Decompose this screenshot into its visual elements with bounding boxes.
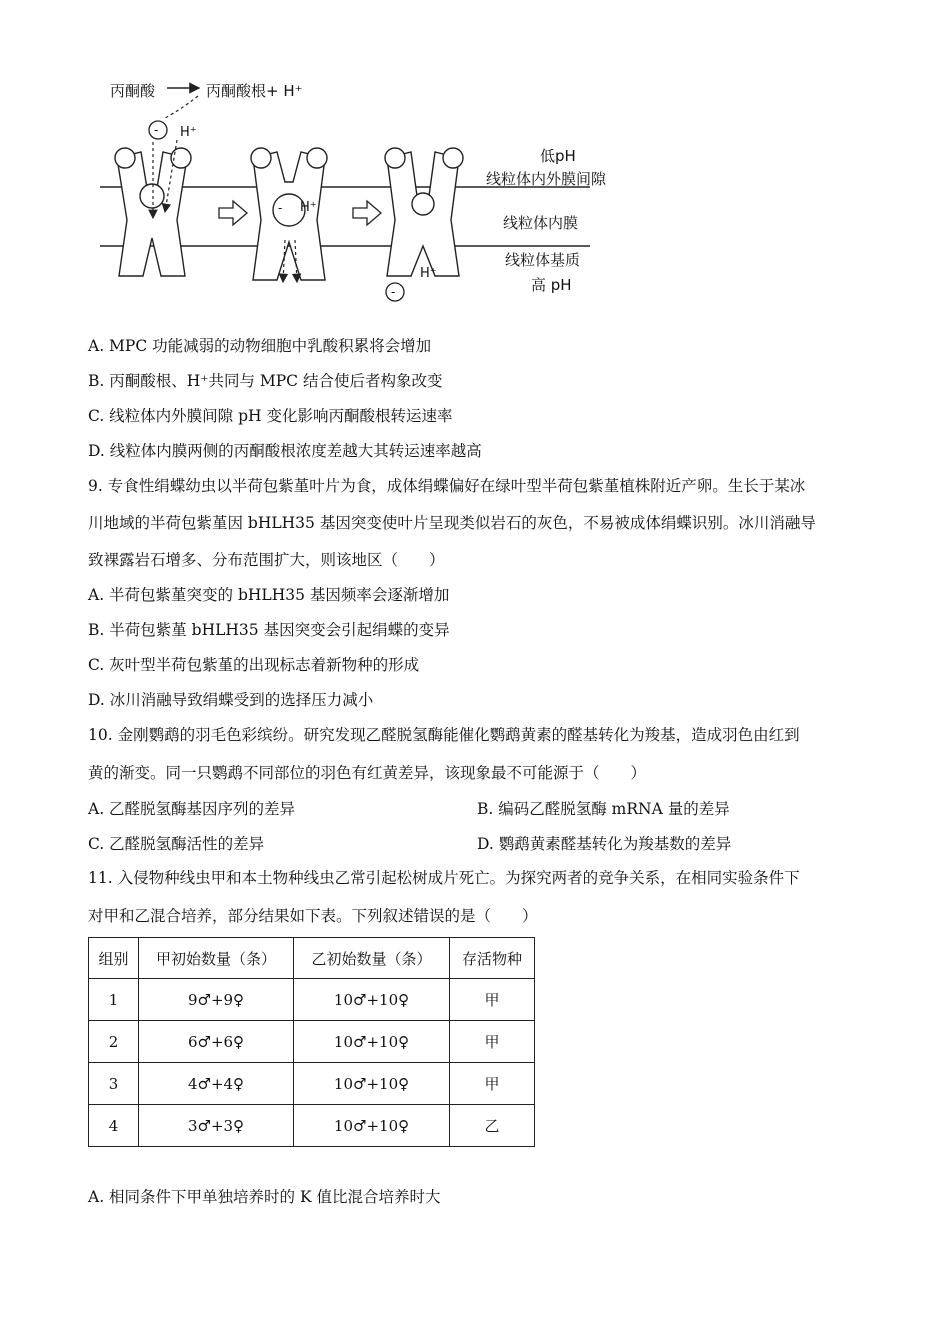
high-ph-label: 高 pH — [531, 276, 572, 294]
q10-option-a: A. 乙醛脱氢酶基因序列的差异 — [88, 800, 296, 818]
q9-stem-line-3: 致裸露岩石增多、分布范围扩大，则该地区（ ） — [88, 551, 445, 569]
cell-survivor: 甲 — [450, 1063, 535, 1105]
q8-option-a: A. MPC 功能减弱的动物细胞中乳酸积累将会增加 — [88, 337, 432, 355]
cell-group: 2 — [89, 1021, 139, 1063]
carrier-protein-open-inside — [385, 148, 463, 276]
header-yi-initial: 乙初始数量（条） — [294, 938, 450, 979]
q9-option-a: A. 半荷包紫堇突变的 bHLH35 基因频率会逐渐增加 — [88, 586, 450, 604]
cell-jia: 3♂+3♀ — [139, 1105, 294, 1147]
q10-stem-line-2: 黄的渐变。同一只鹦鹉不同部位的羽色有红黄差异，该现象最不可能源于（ ） — [88, 764, 647, 782]
cell-group: 3 — [89, 1063, 139, 1105]
q9-stem-line-1: 9. 专食性绢蝶幼虫以半荷包紫堇叶片为食，成体绢蝶偏好在绿叶型半荷包紫堇植株附近产卵。生长于某冰 — [88, 477, 806, 495]
q10-stem-line-1: 10. 金刚鹦鹉的羽毛色彩缤纷。研究发现乙醛脱氢酶能催化鹦鹉黄素的醛基转化为羧基，造成羽色由红到 — [88, 726, 800, 744]
table-row — [89, 979, 535, 1021]
svg-text:-: - — [154, 123, 159, 137]
cell-yi: 10♂+10♀ — [294, 1021, 450, 1063]
header-surviving-species: 存活物种 — [450, 938, 535, 979]
cell-jia: 4♂+4♀ — [139, 1063, 294, 1105]
pyruvate-ion-label: 丙酮酸根+ H⁺ — [206, 82, 303, 100]
q8-option-c: C. 线粒体内外膜间隙 pH 变化影响丙酮酸根转运速率 — [88, 407, 453, 425]
h-ion-label-bound: H⁺ — [300, 200, 317, 215]
q10-option-d: D. 鹦鹉黄素醛基转化为羧基数的差异 — [477, 835, 732, 853]
header-group: 组别 — [89, 938, 139, 979]
cell-yi: 10♂+10♀ — [294, 1105, 450, 1147]
svg-text:-: - — [391, 285, 396, 299]
cell-yi: 10♂+10♀ — [294, 1063, 450, 1105]
cell-jia: 9♂+9♀ — [139, 979, 294, 1021]
q10-option-c: C. 乙醛脱氢酶活性的差异 — [88, 835, 265, 853]
table-row — [89, 1105, 535, 1147]
q11-stem-line-1: 11. 入侵物种线虫甲和本土物种线虫乙常引起松树成片死亡。为探究两者的竞争关系，在相同实验条件下 — [88, 869, 800, 887]
h-ion-label-top: H⁺ — [180, 125, 197, 140]
pyruvic-acid-label: 丙酮酸 — [110, 82, 156, 100]
cell-survivor: 乙 — [450, 1105, 535, 1147]
inner-membrane-label: 线粒体内膜 — [503, 214, 579, 232]
h-ion-label-released: H⁺ — [420, 266, 437, 281]
q11-option-a: A. 相同条件下甲单独培养时的 K 值比混合培养时大 — [88, 1188, 441, 1206]
cell-group: 1 — [89, 979, 139, 1021]
q9-stem-line-2: 川地域的半荷包紫堇因 bHLH35 基因突变使叶片呈现类似岩石的灰色，不易被成体绢蝶识别。冰川消融导 — [88, 514, 816, 532]
q10-option-b: B. 编码乙醛脱氢酶 mRNA 量的差异 — [477, 800, 730, 818]
q9-option-b: B. 半荷包紫堇 bHLH35 基因突变会引起绢蝶的变异 — [88, 621, 450, 639]
table-row — [89, 1063, 535, 1105]
cell-jia: 6♂+6♀ — [139, 1021, 294, 1063]
q9-option-d: D. 冰川消融导致绢蝶受到的选择压力减小 — [88, 691, 374, 709]
transition-arrow-1 — [219, 201, 247, 225]
low-ph-label: 低pH — [540, 147, 576, 165]
header-jia-initial: 甲初始数量（条） — [139, 938, 294, 979]
intermembrane-space-label: 线粒体内外膜间隙 — [486, 170, 607, 188]
bound-anion-label: - — [278, 201, 283, 215]
q9-option-c: C. 灰叶型半荷包紫堇的出现标志着新物种的形成 — [88, 656, 420, 674]
matrix-label: 线粒体基质 — [505, 251, 581, 269]
nematode-competition-table — [88, 937, 535, 1147]
dashed-arrow-approach — [165, 96, 198, 118]
cell-survivor: 甲 — [450, 1021, 535, 1063]
table-row — [89, 1021, 535, 1063]
q8-option-b: B. 丙酮酸根、H⁺共同与 MPC 结合使后者构象改变 — [88, 372, 443, 390]
q11-stem-line-2: 对甲和乙混合培养，部分结果如下表。下列叙述错误的是（ ） — [88, 907, 538, 925]
cell-survivor: 甲 — [450, 979, 535, 1021]
table-header-row — [89, 938, 535, 979]
q8-option-d: D. 线粒体内膜两侧的丙酮酸根浓度差越大其转运速率越高 — [88, 442, 482, 460]
transition-arrow-2 — [353, 201, 381, 225]
cell-group: 4 — [89, 1105, 139, 1147]
cell-yi: 10♂+10♀ — [294, 979, 450, 1021]
